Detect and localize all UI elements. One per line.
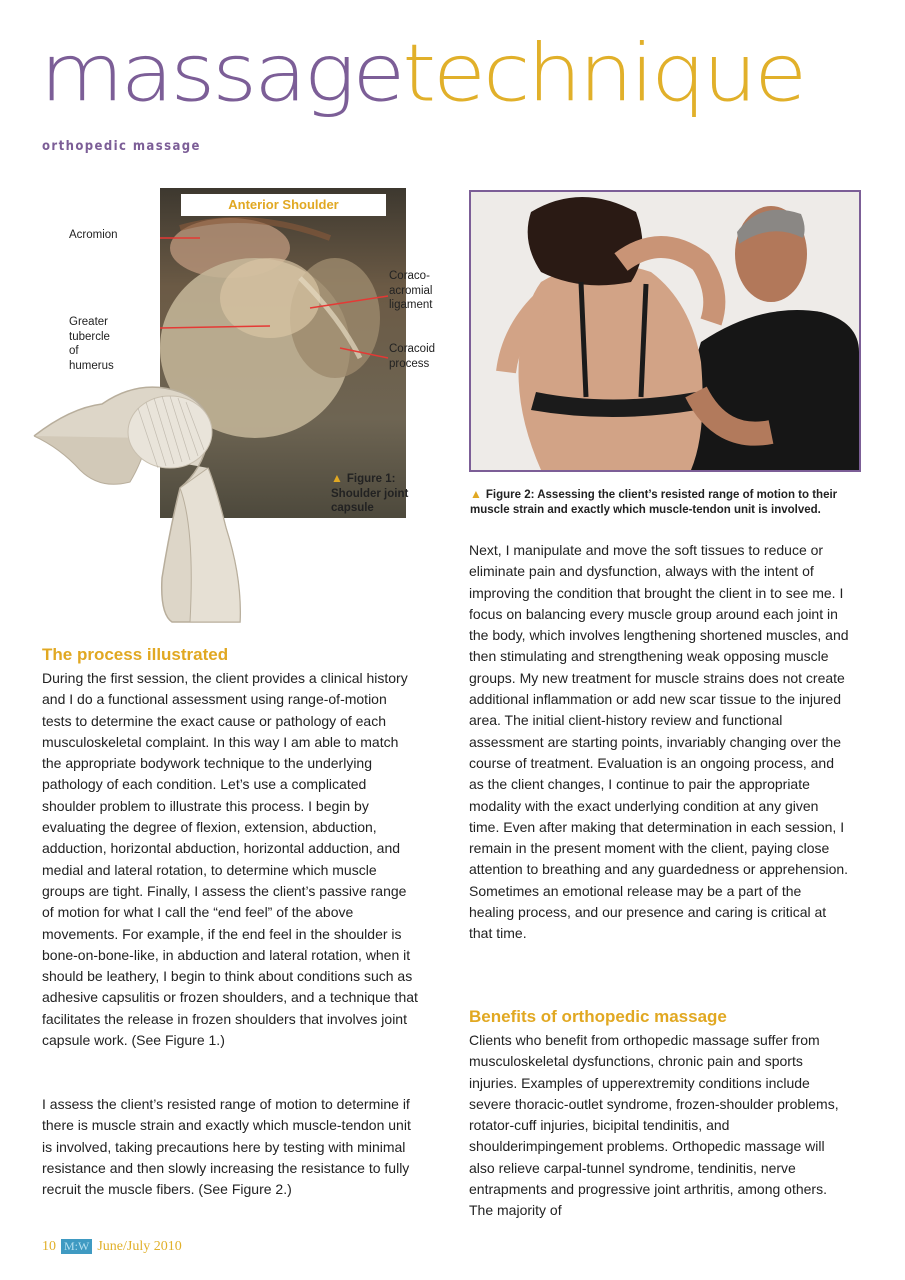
title-technique: technique — [402, 28, 805, 120]
triangle-icon: ▲ — [470, 487, 482, 501]
magazine-logo: M:W — [61, 1239, 92, 1254]
left-paragraph-2: I assess the client’s resisted range of motion to determine if there is muscle strain and exactly which muscle-tendon unit is involved, taking precautions here by testing with minimal resistance and then slowly increasing the resistance to fully recruit the muscle fibers. (See Figure 2.) — [42, 1096, 411, 1198]
figure1-caption: ▲ Figure 1: Shoulder joint capsule — [331, 471, 409, 514]
left-paragraph-1: During the first session, the client provides a clinical history and I do a functional assessment using range-of-motion tests to determine the exact cause or pathology of each musculoskeletal complaint. In this way I am able to match the appropriate bodywork technique to the underlying pathology of each condition. Let’s use a complicated shoulder problem to illustrate this process. I begin by evaluating the degree of flexion, extension, abduction, adduction, horizontal abduction, horizontal adduction, and medial and lateral rotation, to determine which muscle groups are tight. Finally, I assess the client’s passive range of motion for what I call the “end feel” of the above movements. For example, if the end feel in the shoulder is bone-on-bone-like, in abduction and lateral rotation, when it should be leathery, I begin to think about conditions such as adhesive capsulitis or frozen shoulders, and a technique that facilitates the release in frozen shoulders that involves joint capsule work. (See Figure 1.) — [42, 670, 418, 1049]
figure2-photo — [469, 190, 861, 472]
heading-benefits: Benefits of orthopedic massage — [469, 1007, 727, 1026]
right-paragraph-1: Next, I manipulate and move the soft tissues to reduce or eliminate pain and dysfunction, always with the intent of improving the condition that brought the client in to see me. I focus on balancing every muscle group around each joint in the body, which involves lengthening shortened muscles, and then stimulating and strengthening weak opposing muscle groups. My new treatment for muscle strains does not create additional inflammation or add new scar tissue to the injured area. The initial client-history review and functional assessment are starting points, invariably changing over the course of treatment. Evaluation is an ongoing process, and as the client changes, I continue to pair the appropriate modality with the exact underlying condition at any given time. Even after making that determination in each session, I remain in the present moment with the client, paying close attention to breathing and any guardedness or apprehension. Sometimes an emotional release may be a part of the healing process, and our presence and caring is critical at that time. — [469, 542, 849, 942]
figure1-header: Anterior Shoulder — [181, 194, 386, 216]
triangle-icon: ▲ — [331, 471, 343, 485]
section-kicker: orthopedic massage — [42, 139, 201, 154]
issue-date: June/July 2010 — [97, 1239, 182, 1254]
page-title — [40, 28, 804, 120]
label-coracoid-process: Coracoid process — [389, 343, 436, 370]
heading-process-illustrated: The process illustrated — [42, 645, 229, 664]
right-paragraph-2: Clients who benefit from orthopedic massage suffer from musculoskeletal dysfunctions, chronic pain and sports injuries. Examples of upperextremity conditions include severe thoracic-outlet syndrome, frozen-shoulder problems, rotator-cuff injuries, bicipital tendinitis, and shoulderimpingement problems. Orthopedic massage will also relieve carpal-tunnel syndrome, tendinitis, nerve entrapments and progressive joint arthritis, among others. The majority of — [469, 1032, 839, 1219]
page-footer — [42, 1239, 182, 1255]
shoulder-bone-illustration — [30, 378, 260, 628]
label-greater-tubercle: Greater tubercle of humerus — [69, 316, 114, 372]
page-number: 10 — [42, 1239, 56, 1254]
label-acromion: Acromion — [69, 229, 118, 241]
title-massage: massage — [40, 28, 403, 120]
label-coracoacromial-ligament: Coraco- acromial ligament — [389, 270, 433, 311]
figure2-caption: ▲ Figure 2: Assessing the client’s resisted range of motion to their muscle strain and exactly which muscle-tendon unit is involved. — [470, 487, 838, 516]
